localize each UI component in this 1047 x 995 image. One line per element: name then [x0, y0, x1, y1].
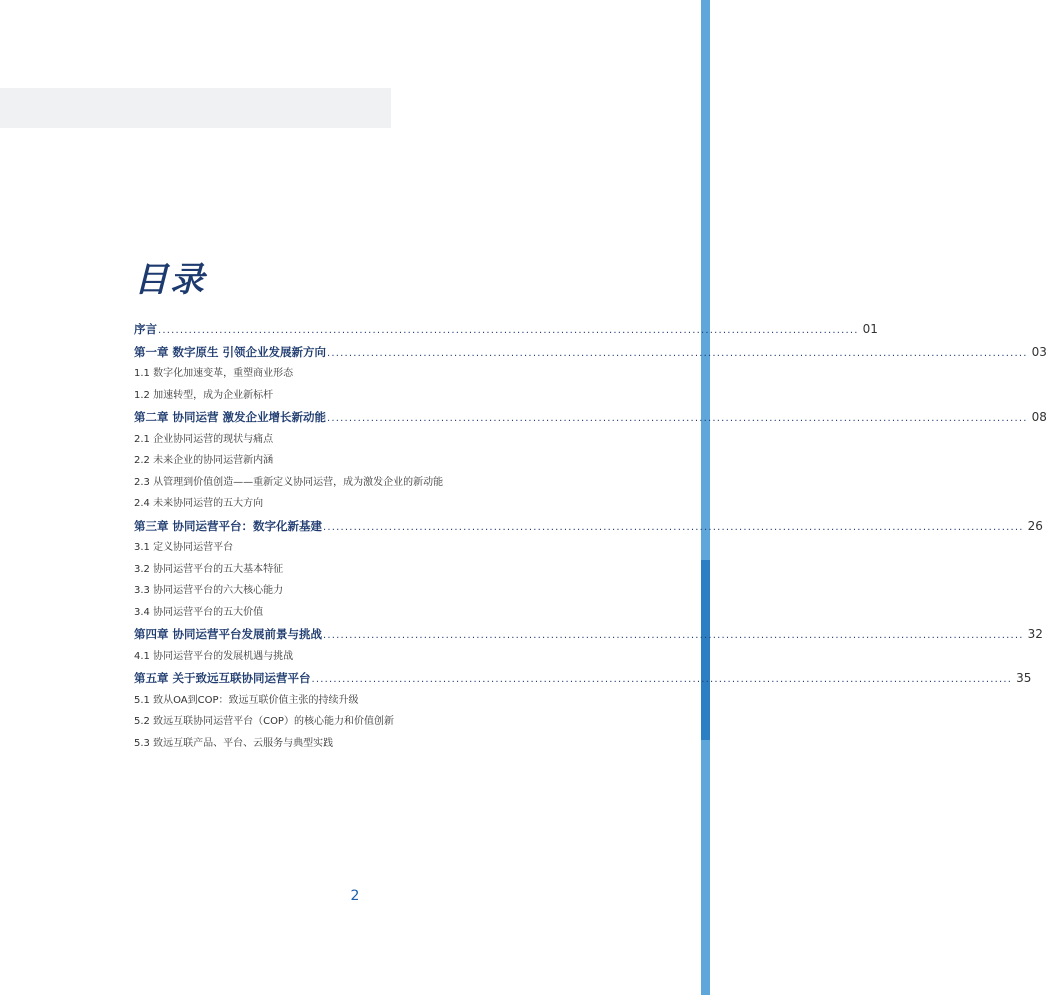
toc-page-number: 35: [1016, 671, 1032, 685]
toc-entry-label: 序言: [134, 322, 157, 336]
toc-section-row[interactable]: [134, 429, 608, 451]
toc-entry-label: 5.3 致远互联产品、平台、云服务与典型实践: [134, 737, 334, 749]
page-number: 2: [350, 888, 360, 904]
toc-page-number: 08: [1031, 410, 1047, 424]
table-of-contents: [134, 318, 1047, 754]
toc-page-number: 01: [862, 322, 878, 336]
toc-chapter-row[interactable]: [134, 515, 1043, 538]
toc-section-row[interactable]: [134, 646, 608, 668]
toc-leader-dots: ................................................................................................................................................................: [323, 630, 1024, 641]
toc-section-row[interactable]: [134, 363, 608, 385]
toc-chapter-row[interactable]: [134, 318, 878, 341]
toc-page-number: 03: [1031, 344, 1047, 359]
toc-chapter-row[interactable]: [134, 341, 1047, 364]
toc-entry-label: 3.3 协同运营平台的六大核心能力: [134, 585, 284, 596]
toc-section-row[interactable]: [134, 493, 608, 515]
side-stripe: [701, 0, 710, 995]
toc-leader-dots: ................................................................................................................................................................: [327, 413, 1028, 424]
toc-entry-label: 2.1 企业协同运营的现状与痛点: [134, 433, 274, 445]
toc-section-row[interactable]: [134, 602, 608, 624]
toc-section-row[interactable]: [134, 580, 608, 602]
toc-entry-label: 第一章 数字原生 引领企业发展新方向: [134, 344, 327, 359]
toc-chapter-row[interactable]: [134, 667, 1032, 690]
toc-entry-label: 5.1 致从OA到COP：致远互联价值主张的持续升级: [134, 694, 359, 706]
toc-section-row[interactable]: [134, 690, 608, 712]
toc-entry-label: 3.2 协同运营平台的五大基本特征: [134, 563, 284, 575]
toc-entry-label: 第二章 协同运营 激发企业增长新动能: [134, 410, 327, 424]
toc-entry-label: 3.4 协同运营平台的五大价值: [134, 606, 264, 618]
toc-entry-label: 5.2 致远互联协同运营平台（COP）的核心能力和价值创新: [134, 716, 394, 727]
toc-section-row[interactable]: [134, 559, 608, 581]
toc-entry-label: 第四章 协同运营平台发展前景与挑战: [134, 627, 323, 641]
toc-section-row[interactable]: [134, 537, 608, 559]
toc-entry-label: 第五章 关于致远互联协同运营平台: [134, 671, 311, 685]
toc-entry-label: 2.3 从管理到价值创造——重新定义协同运营，成为激发企业的新动能: [134, 476, 444, 488]
toc-section-row[interactable]: [134, 733, 608, 755]
toc-section-row[interactable]: [134, 450, 608, 472]
toc-leader-dots: ................................................................................................................................................................: [323, 521, 1024, 533]
side-stripe-accent: [701, 560, 710, 740]
toc-leader-dots: ................................................................................................................................................................: [327, 347, 1028, 359]
toc-entry-label: 2.4 未来协同运营的五大方向: [134, 498, 264, 509]
toc-entry-label: 1.2 加速转型，成为企业新标杆: [134, 389, 274, 401]
toc-leader-dots: ................................................................................................................................................................: [158, 325, 859, 336]
header-band: [0, 88, 391, 128]
toc-entry-label: 1.1 数字化加速变革，重塑商业形态: [134, 368, 294, 379]
toc-page-number: 32: [1027, 627, 1043, 641]
toc-section-row[interactable]: [134, 385, 608, 407]
toc-page-number: 26: [1027, 518, 1043, 533]
page-title: 目录: [134, 260, 206, 300]
toc-entry-label: 2.2 未来企业的协同运营新内涵: [134, 455, 274, 466]
toc-chapter-row[interactable]: [134, 406, 1047, 429]
toc-leader-dots: ................................................................................................................................................................: [311, 674, 1013, 685]
toc-entry-label: 第三章 协同运营平台：数字化新基建: [134, 518, 323, 533]
toc-chapter-row[interactable]: [134, 623, 1043, 646]
toc-entry-label: 4.1 协同运营平台的发展机遇与挑战: [134, 650, 294, 662]
toc-entry-label: 3.1 定义协同运营平台: [134, 542, 234, 553]
toc-section-row[interactable]: [134, 472, 608, 494]
toc-section-row[interactable]: [134, 711, 608, 733]
